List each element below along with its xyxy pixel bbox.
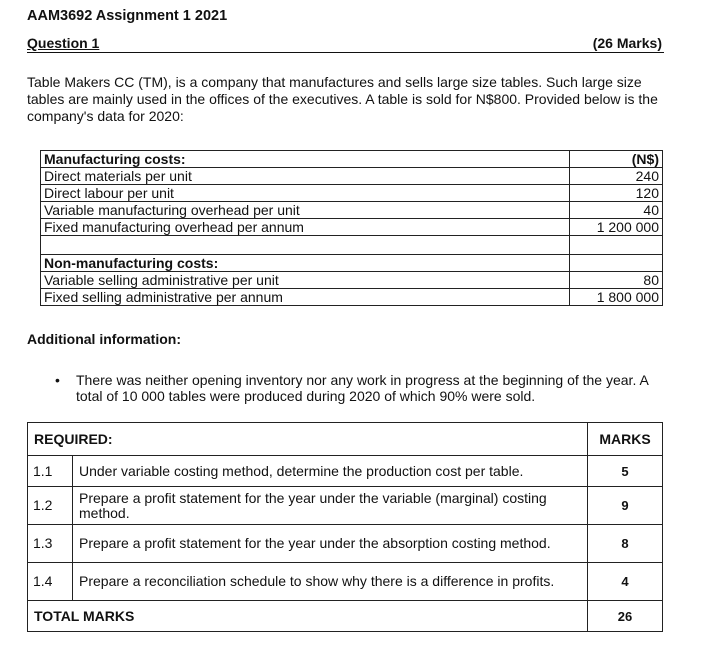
- additional-info-heading: Additional information:: [27, 331, 181, 347]
- spacer-cell: [41, 236, 570, 255]
- cost-row: [41, 202, 663, 219]
- cost-label: Fixed manufacturing overhead per annum: [41, 219, 570, 236]
- cost-row: [41, 272, 663, 289]
- non-manufacturing-header-row: [41, 255, 663, 272]
- question-marks-cell: 8: [588, 525, 663, 563]
- question-header: [27, 34, 664, 53]
- required-row: [28, 525, 663, 563]
- cost-label: Variable selling administrative per unit: [41, 272, 570, 289]
- question-label: Question 1: [27, 35, 100, 51]
- question-marks-cell: 5: [588, 456, 663, 487]
- cost-amount: 80: [570, 272, 663, 289]
- question-number: 1.3: [28, 525, 73, 563]
- cost-amount: 40: [570, 202, 663, 219]
- total-label: TOTAL MARKS: [28, 601, 588, 632]
- required-row: [28, 456, 663, 487]
- non-manufacturing-header: Non-manufacturing costs:: [41, 255, 570, 272]
- cost-row: [41, 185, 663, 202]
- currency-header: (N$): [570, 151, 663, 168]
- cost-amount: 240: [570, 168, 663, 185]
- cost-amount: 120: [570, 185, 663, 202]
- question-marks-cell: 9: [588, 487, 663, 525]
- document-title: AAM3692 Assignment 1 2021: [27, 8, 228, 24]
- question-number: 1.4: [28, 563, 73, 601]
- question-marks: (26 Marks): [592, 35, 662, 51]
- total-row: [28, 601, 663, 632]
- required-header: REQUIRED:: [28, 423, 588, 456]
- additional-info-bullet: There was neither opening inventory nor any work in progress at the beginning of the year. A total of 10 000 tables were produced during 2020 of which 90% were sold.: [76, 372, 649, 404]
- marks-header: MARKS: [588, 423, 663, 456]
- empty-cell: [570, 255, 663, 272]
- question-number: 1.1: [28, 456, 73, 487]
- question-number: 1.2: [28, 487, 73, 525]
- question-text: Prepare a reconciliation schedule to show why there is a difference in profits.: [73, 563, 588, 601]
- manufacturing-header: Manufacturing costs:: [41, 151, 570, 168]
- required-row: [28, 487, 663, 525]
- required-row: [28, 563, 663, 601]
- cost-amount: 1 200 000: [570, 219, 663, 236]
- intro-paragraph: Table Makers CC (TM), is a company that manufactures and sells large size tables. Such large size tables are mainly used in the offices of the executives. A table is sold for N$800. Provided below is the company's data for 2020:: [27, 74, 658, 124]
- cost-row: [41, 219, 663, 236]
- required-header-row: [28, 423, 663, 456]
- bullet-dot-icon: •: [55, 372, 60, 388]
- cost-label: Direct materials per unit: [41, 168, 570, 185]
- cost-label: Fixed selling administrative per annum: [41, 289, 570, 306]
- cost-table: [40, 150, 663, 306]
- cost-table-spacer-row: [41, 236, 663, 255]
- cost-row: [41, 289, 663, 306]
- cost-label: Direct labour per unit: [41, 185, 570, 202]
- cost-label: Variable manufacturing overhead per unit: [41, 202, 570, 219]
- total-marks: 26: [588, 601, 663, 632]
- question-text: Prepare a profit statement for the year under the absorption costing method.: [73, 525, 588, 563]
- question-text: Under variable costing method, determine the production cost per table.: [73, 456, 588, 487]
- required-table: [27, 422, 663, 632]
- spacer-cell: [570, 236, 663, 255]
- question-text: Prepare a profit statement for the year under the variable (marginal) costing method.: [73, 487, 588, 525]
- cost-row: [41, 168, 663, 185]
- question-marks-cell: 4: [588, 563, 663, 601]
- cost-table-header-row: [41, 151, 663, 168]
- cost-amount: 1 800 000: [570, 289, 663, 306]
